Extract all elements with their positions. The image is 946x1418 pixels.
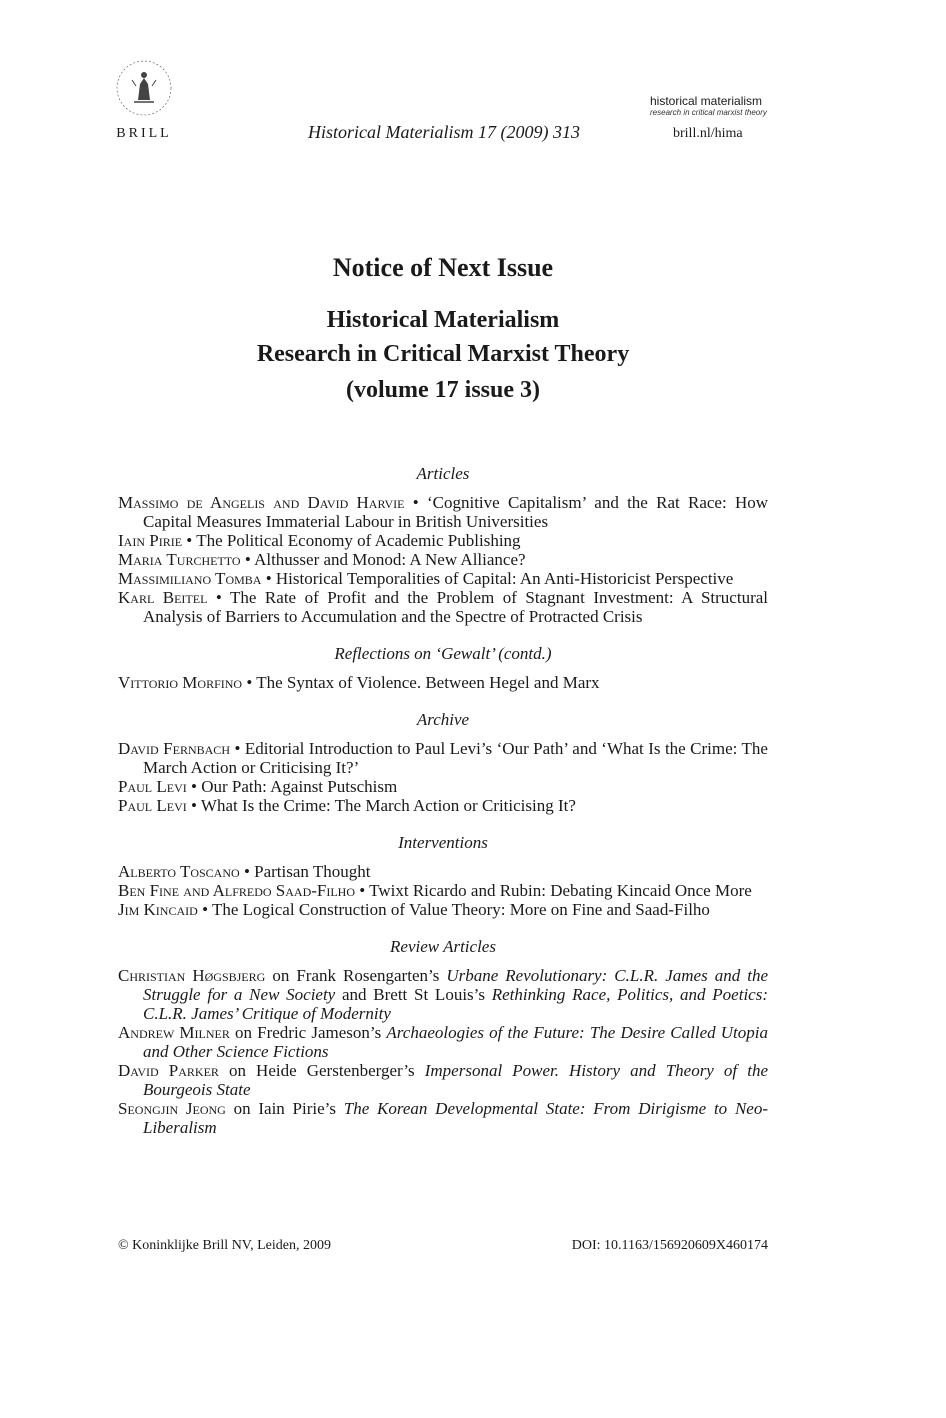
entry-separator: • [240, 550, 255, 569]
article-entry [118, 900, 768, 919]
entry-title: The Syntax of Violence. Between Hegel and Marx [256, 673, 600, 692]
entry-text: on Iain Pirie’s [225, 1099, 344, 1118]
article-entry [118, 862, 768, 881]
entry-text: and Brett St Louis’s [335, 985, 492, 1004]
entry-author: Massimiliano Tomba [118, 569, 262, 588]
journal-brand-tagline: research in critical marxist theory [650, 108, 767, 117]
entry-title: Althusser and Monod: A New Alliance? [254, 550, 526, 569]
entry-author: Ben Fine and Alfredo Saad-Filho [118, 881, 356, 900]
entry-title: Twixt Ricardo and Rubin: Debating Kincaid Once More [369, 881, 752, 900]
entry-author: Paul Levi [118, 796, 187, 815]
entry-separator: • [197, 900, 212, 919]
journal-subtitle: Research in Critical Marxist Theory [256, 341, 630, 367]
entry-title: ‘Cognitive Capitalism’ and the Rat Race: How Capital Measures Immaterial Labour in British Universities [143, 493, 768, 531]
entry-title: Our Path: Against Putschism [201, 777, 398, 796]
article-entry [118, 588, 768, 626]
copyright-notice: © Koninklijke Brill NV, Leiden, 2009 [118, 1238, 331, 1253]
journal-website-link[interactable]: brill.nl/hima [673, 126, 743, 141]
section-heading: Archive [416, 710, 470, 729]
review-entry [118, 1061, 768, 1099]
entry-author: Iain Pirie [118, 531, 183, 550]
entry-title: Historical Temporalities of Capital: An Anti-Historicist Perspective [275, 569, 734, 588]
reviewed-book-title: Urbane Revolutionary: C.L.R. James and the Struggle for a New Society [143, 966, 768, 1004]
entry-title: The Rate of Profit and the Problem of Stagnant Investment: A Structural Analysis of Barriers to Accumulation and the Spectre of Protracted Crisis [143, 588, 769, 626]
entry-title: Partisan Thought [254, 862, 371, 881]
journal-title: Historical Materialism [326, 307, 560, 333]
review-entry [118, 1023, 768, 1061]
entry-author: Vittorio Morfino [118, 673, 243, 692]
reviewed-book-title: Archaeologies of the Future: The Desire Called Utopia and Other Science Fictions [143, 1023, 768, 1061]
entry-text: on Heide Gerstenberger’s [218, 1061, 425, 1080]
article-entry [118, 531, 768, 550]
article-entry [118, 550, 768, 569]
section-archive [118, 710, 768, 815]
entry-title: The Logical Construction of Value Theory: More on Fine and Saad-Filho [211, 900, 710, 919]
reviewed-book-title: The Korean Developmental State: From Dirigisme to Neo-Liberalism [143, 1099, 768, 1137]
entry-author: Karl Beitel [118, 588, 208, 607]
entry-author: Alberto Toscano [118, 862, 240, 881]
article-entry [118, 493, 768, 531]
entry-separator: • [355, 881, 370, 900]
publisher-logo [104, 56, 184, 142]
entry-author: Paul Levi [118, 777, 187, 796]
section-heading: Reflections on ‘Gewalt’ (contd.) [334, 644, 552, 663]
section-interventions [118, 833, 768, 919]
entry-separator: • [186, 796, 201, 815]
journal-brand [650, 94, 767, 117]
entry-author: David Fernbach [118, 739, 230, 758]
entry-author: Seongjin Jeong [118, 1099, 226, 1118]
section-heading: Articles [416, 464, 470, 483]
journal-brand-name: historical materialism [650, 94, 763, 108]
article-entry [118, 881, 768, 900]
entry-author: Jim Kincaid [118, 900, 198, 919]
review-entry [118, 966, 768, 1023]
entry-separator: • [239, 862, 255, 881]
entry-separator: • [182, 531, 197, 550]
entry-separator: • [186, 777, 202, 796]
entry-title: What Is the Crime: The March Action or Criticising It? [200, 796, 576, 815]
journal-citation: Historical Materialism 17 (2009) 313 [308, 122, 580, 142]
section-review-articles [118, 937, 768, 1137]
entry-text: on Fredric Jameson’s [229, 1023, 387, 1042]
entry-separator: • [207, 588, 231, 607]
brill-seal-icon [112, 56, 176, 120]
reviewed-book-title: Rethinking Race, Politics, and Poetics: C.L.R. James’ Critique of Modernity [143, 985, 768, 1023]
issue-label: (volume 17 issue 3) [346, 377, 540, 403]
entry-author: Maria Turchetto [118, 550, 241, 569]
article-entry [118, 673, 768, 692]
review-entry [118, 1099, 768, 1137]
entry-title: The Political Economy of Academic Publishing [196, 531, 521, 550]
doi-identifier: DOI: 10.1163/156920609X460174 [571, 1238, 768, 1253]
entry-title: Editorial Introduction to Paul Levi’s ‘Our Path’ and ‘What Is the Crime: The March Action or Criticising It?’ [143, 739, 768, 777]
page-title: Notice of Next Issue [332, 253, 554, 282]
section-heading: Review Articles [390, 937, 496, 956]
table-of-contents [118, 464, 768, 1155]
article-entry [118, 777, 768, 796]
entry-author: David Parker [118, 1061, 219, 1080]
entry-separator: • [261, 569, 276, 588]
entry-separator: • [242, 673, 257, 692]
article-entry [118, 739, 768, 777]
section-reflections [118, 644, 768, 692]
entry-separator: • [404, 493, 427, 512]
reviewed-book-title: Impersonal Power. History and Theory of the Bourgeois State [143, 1061, 768, 1099]
entry-text: on Frank Rosengarten’s [265, 966, 447, 985]
entry-separator: • [229, 739, 245, 758]
entry-author: Andrew Milner [118, 1023, 230, 1042]
entry-author: Massimo de Angelis and David Harvie [118, 493, 405, 512]
entry-author: Christian Høgsbjerg [118, 966, 266, 985]
article-entry [118, 796, 768, 815]
article-entry [118, 569, 768, 588]
section-articles [118, 464, 768, 626]
section-heading: Interventions [398, 833, 488, 852]
publisher-name: BRILL [116, 126, 172, 141]
